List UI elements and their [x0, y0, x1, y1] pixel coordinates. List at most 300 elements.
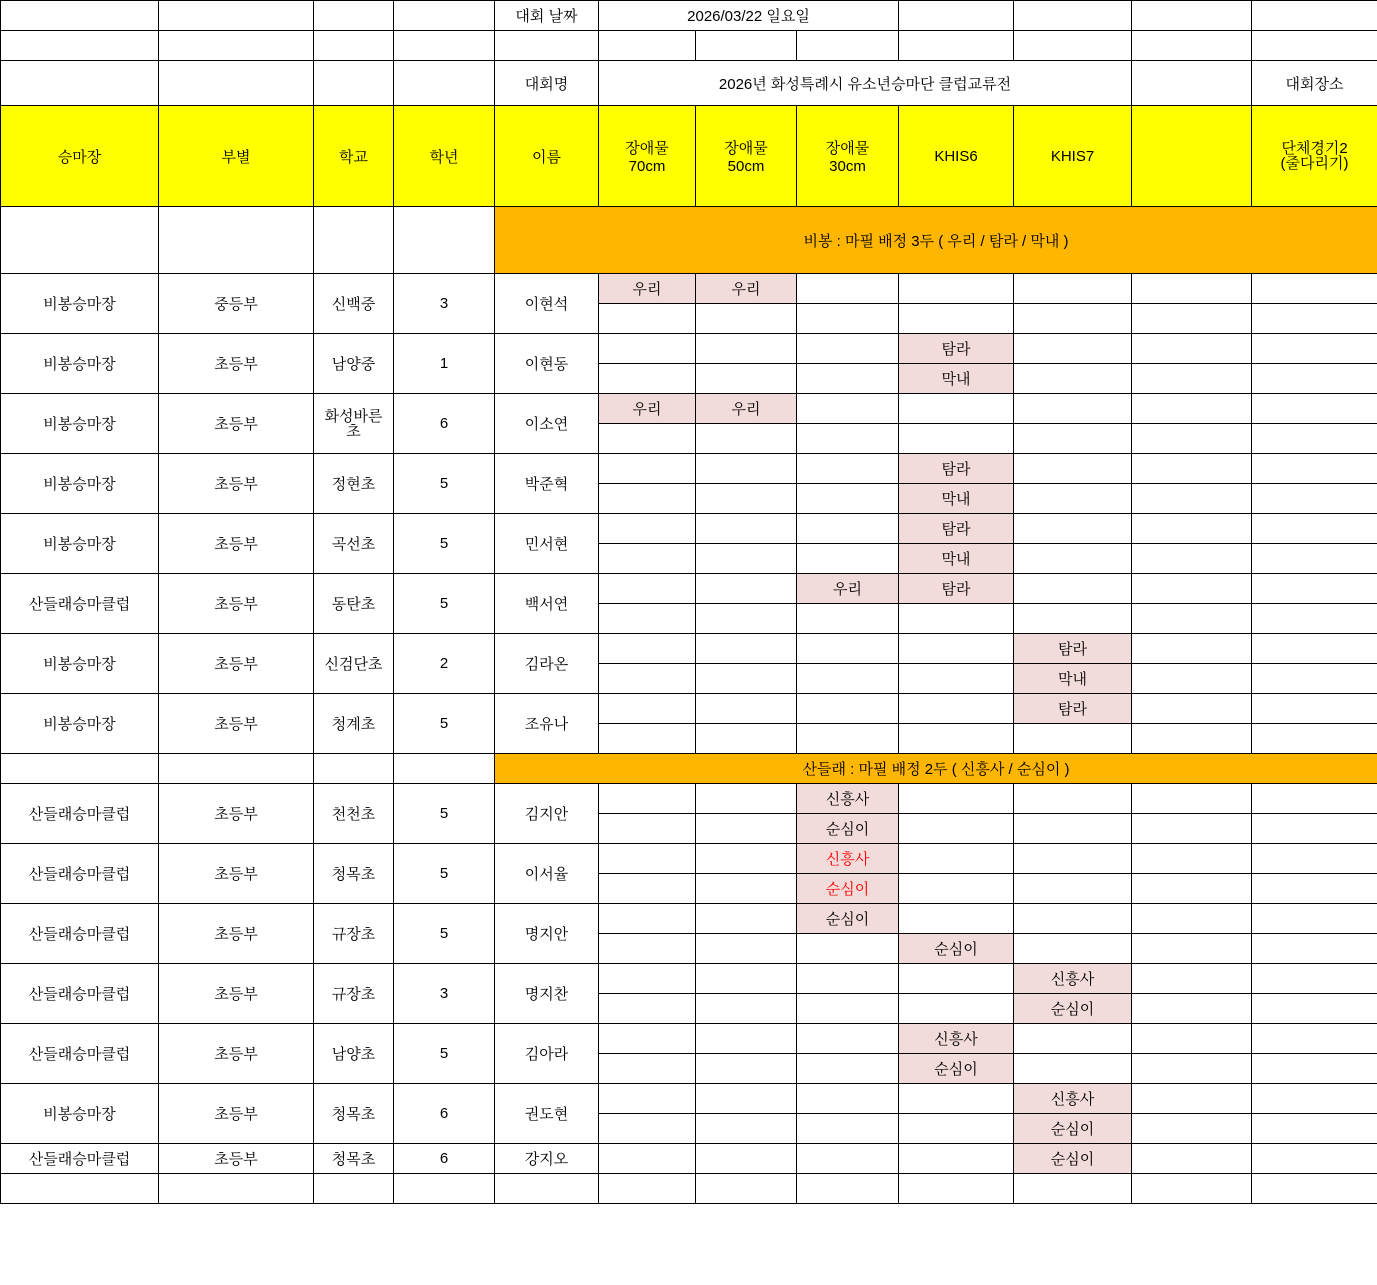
cell-jump70 [599, 334, 696, 364]
cell-center: 비봉승마장 [1, 634, 159, 694]
spacer-cell [1252, 31, 1377, 61]
cell-team [1252, 604, 1377, 634]
cell-jump50 [696, 574, 797, 604]
cell-jump50 [696, 424, 797, 454]
cell-center: 비봉승마장 [1, 394, 159, 454]
cell-khis6 [899, 874, 1014, 904]
cell-school: 신검단초 [314, 634, 394, 694]
cell-name: 김아라 [495, 1024, 599, 1084]
cell-khis6: 탐라 [899, 574, 1014, 604]
cell-school: 천천초 [314, 784, 394, 844]
spacer-cell [797, 31, 899, 61]
cell-jump30: 순심이 [797, 874, 899, 904]
col-header-jump70 [599, 106, 696, 207]
cell-blank [1132, 514, 1252, 544]
empty-cell [899, 1174, 1014, 1204]
cell-jump70 [599, 1144, 696, 1174]
cell-center: 비봉승마장 [1, 514, 159, 574]
cell-school: 청목초 [314, 1144, 394, 1174]
cell-school: 곡선초 [314, 514, 394, 574]
cell-khis6 [899, 1084, 1014, 1114]
cell-khis7 [1014, 304, 1132, 334]
cell-jump30 [797, 634, 899, 664]
cell-team [1252, 634, 1377, 664]
section-banner-bibong: 비봉 : 마필 배정 3두 ( 우리 / 탐라 / 막내 ) [495, 207, 1377, 274]
cell-khis7 [1014, 334, 1132, 364]
cell-blank [1132, 394, 1252, 424]
cell-name: 김라온 [495, 634, 599, 694]
cell-jump50: 우리 [696, 394, 797, 424]
cell-jump70 [599, 724, 696, 754]
cell-team [1252, 454, 1377, 484]
cell-khis7: 신흥사 [1014, 964, 1132, 994]
spacer-cell [394, 61, 495, 106]
cell-jump50 [696, 664, 797, 694]
cell-khis6 [899, 304, 1014, 334]
cell-team [1252, 334, 1377, 364]
cell-jump70 [599, 814, 696, 844]
cell-khis6: 탐라 [899, 334, 1014, 364]
cell-team [1252, 814, 1377, 844]
table-row [1, 694, 1377, 724]
cell-khis7 [1014, 784, 1132, 814]
cell-jump70 [599, 664, 696, 694]
empty-cell [696, 1174, 797, 1204]
col-header-team [1252, 106, 1377, 207]
cell-jump70: 우리 [599, 394, 696, 424]
cell-blank [1132, 724, 1252, 754]
cell-school: 청계초 [314, 694, 394, 754]
cell-blank [1132, 874, 1252, 904]
cell-khis6 [899, 694, 1014, 724]
cell-division: 초등부 [159, 1144, 314, 1174]
banner-spacer [1, 207, 159, 274]
cell-khis7: 순심이 [1014, 1144, 1132, 1174]
cell-grade: 1 [394, 334, 495, 394]
table-row [1, 454, 1377, 484]
spacer-cell [899, 31, 1014, 61]
cell-jump70 [599, 544, 696, 574]
section-banner-row [1, 207, 1377, 274]
cell-grade: 5 [394, 694, 495, 754]
cell-blank [1132, 1084, 1252, 1114]
cell-team [1252, 874, 1377, 904]
cell-name: 명지안 [495, 904, 599, 964]
table-row [1, 784, 1377, 814]
cell-jump70 [599, 1084, 696, 1114]
cell-grade: 5 [394, 844, 495, 904]
competition-name-value: 2026년 화성특례시 유소년승마단 클럽교류전 [599, 61, 1132, 106]
spacer-cell [1132, 31, 1252, 61]
cell-jump50 [696, 1054, 797, 1084]
cell-blank [1132, 274, 1252, 304]
cell-jump70 [599, 304, 696, 334]
cell-blank [1132, 1144, 1252, 1174]
cell-blank [1132, 664, 1252, 694]
col-header-blank [1132, 106, 1252, 207]
cell-jump30 [797, 994, 899, 1024]
cell-name: 강지오 [495, 1144, 599, 1174]
cell-center: 산들래승마클럽 [1, 964, 159, 1024]
jump30-line2: 30cm [829, 158, 866, 175]
cell-team [1252, 364, 1377, 394]
cell-khis7 [1014, 454, 1132, 484]
school-line1: 화성바른 [324, 407, 383, 425]
spacer-cell [394, 31, 495, 61]
col-header-school: 학교 [314, 106, 394, 207]
cell-blank [1132, 424, 1252, 454]
cell-jump70 [599, 454, 696, 484]
cell-division: 초등부 [159, 574, 314, 634]
cell-khis6 [899, 604, 1014, 634]
cell-khis6 [899, 664, 1014, 694]
col-header-jump50 [696, 106, 797, 207]
cell-team [1252, 304, 1377, 334]
cell-jump30 [797, 1114, 899, 1144]
col-header-center: 승마장 [1, 106, 159, 207]
cell-khis7: 탐라 [1014, 694, 1132, 724]
cell-khis6 [899, 814, 1014, 844]
cell-khis7 [1014, 424, 1132, 454]
cell-khis6 [899, 274, 1014, 304]
cell-division: 초등부 [159, 454, 314, 514]
cell-team [1252, 484, 1377, 514]
cell-khis7 [1014, 844, 1132, 874]
cell-jump30 [797, 544, 899, 574]
cell-center: 산들래승마클럽 [1, 844, 159, 904]
empty-cell [599, 1174, 696, 1204]
cell-jump50 [696, 1114, 797, 1144]
cell-division: 초등부 [159, 334, 314, 394]
spacer-cell [314, 31, 394, 61]
cell-khis6 [899, 1144, 1014, 1174]
empty-cell [495, 1174, 599, 1204]
cell-jump30 [797, 724, 899, 754]
cell-khis7 [1014, 874, 1132, 904]
cell-jump30 [797, 1084, 899, 1114]
cell-center: 비봉승마장 [1, 334, 159, 394]
cell-grade: 6 [394, 1144, 495, 1174]
cell-jump50 [696, 514, 797, 544]
cell-team [1252, 1084, 1377, 1114]
cell-jump50 [696, 994, 797, 1024]
cell-khis6: 신흥사 [899, 1024, 1014, 1054]
cell-khis6 [899, 424, 1014, 454]
cell-division: 초등부 [159, 514, 314, 574]
spacer-cell [1252, 1, 1377, 31]
cell-team [1252, 664, 1377, 694]
cell-division: 초등부 [159, 784, 314, 844]
cell-blank [1132, 934, 1252, 964]
cell-jump30 [797, 1144, 899, 1174]
competition-name-label: 대회명 [495, 61, 599, 106]
cell-jump70 [599, 874, 696, 904]
cell-jump30: 신흥사 [797, 784, 899, 814]
cell-jump30: 순심이 [797, 814, 899, 844]
cell-school: 신백중 [314, 274, 394, 334]
cell-blank [1132, 694, 1252, 724]
table-row [1, 574, 1377, 604]
cell-grade: 3 [394, 964, 495, 1024]
jump50-line2: 50cm [727, 158, 765, 175]
jump50-line1: 장애물 [724, 140, 768, 157]
cell-division: 초등부 [159, 964, 314, 1024]
cell-jump70 [599, 784, 696, 814]
cell-khis7 [1014, 1024, 1132, 1054]
cell-khis6: 순심이 [899, 1054, 1014, 1084]
cell-team [1252, 964, 1377, 994]
cell-name: 이서율 [495, 844, 599, 904]
banner-spacer [314, 754, 394, 784]
cell-jump50: 우리 [696, 274, 797, 304]
table-row [1, 1144, 1377, 1174]
cell-name: 김지안 [495, 784, 599, 844]
cell-khis7: 탐라 [1014, 634, 1132, 664]
cell-jump70 [599, 364, 696, 394]
cell-jump30 [797, 514, 899, 544]
spacer-cell [899, 1, 1014, 31]
cell-jump30 [797, 454, 899, 484]
cell-jump50 [696, 814, 797, 844]
cell-grade: 6 [394, 394, 495, 454]
spacer-cell [495, 31, 599, 61]
school-line2: 초 [346, 422, 361, 440]
cell-jump70 [599, 574, 696, 604]
cell-blank [1132, 544, 1252, 574]
cell-jump30 [797, 694, 899, 724]
spacer-cell [1014, 1, 1132, 31]
col-header-khis7: KHIS7 [1014, 106, 1132, 207]
cell-blank [1132, 784, 1252, 814]
section-banner-row [1, 754, 1377, 784]
cell-blank [1132, 844, 1252, 874]
cell-khis7 [1014, 364, 1132, 394]
cell-khis6 [899, 1114, 1014, 1144]
cell-team [1252, 424, 1377, 454]
col-header-khis6: KHIS6 [899, 106, 1014, 207]
meta-row-date [1, 1, 1377, 31]
cell-team [1252, 274, 1377, 304]
banner-spacer [314, 207, 394, 274]
cell-jump30 [797, 334, 899, 364]
cell-jump50 [696, 634, 797, 664]
cell-team [1252, 694, 1377, 724]
cell-jump70 [599, 484, 696, 514]
cell-grade: 5 [394, 514, 495, 574]
cell-khis6 [899, 724, 1014, 754]
cell-jump70: 우리 [599, 274, 696, 304]
cell-jump50 [696, 1084, 797, 1114]
col-header-division: 부별 [159, 106, 314, 207]
cell-jump50 [696, 1024, 797, 1054]
cell-khis7 [1014, 724, 1132, 754]
cell-jump30 [797, 394, 899, 424]
cell-blank [1132, 484, 1252, 514]
cell-khis6: 막내 [899, 484, 1014, 514]
cell-jump70 [599, 844, 696, 874]
cell-khis7 [1014, 484, 1132, 514]
cell-center: 산들래승마클럽 [1, 1024, 159, 1084]
cell-jump50 [696, 844, 797, 874]
cell-grade: 6 [394, 1084, 495, 1144]
column-header-row [1, 106, 1377, 207]
cell-jump70 [599, 904, 696, 934]
cell-jump70 [599, 424, 696, 454]
cell-jump50 [696, 964, 797, 994]
spacer-cell [599, 31, 696, 61]
cell-center: 산들래승마클럽 [1, 904, 159, 964]
date-value: 2026/03/22 일요일 [599, 1, 899, 31]
cell-jump50 [696, 604, 797, 634]
banner-spacer [1, 754, 159, 784]
cell-name: 이소연 [495, 394, 599, 454]
cell-jump70 [599, 934, 696, 964]
cell-jump30 [797, 274, 899, 304]
spacer-cell [1, 31, 159, 61]
cell-blank [1132, 604, 1252, 634]
cell-khis7 [1014, 1054, 1132, 1084]
table-row [1, 964, 1377, 994]
spacer-cell [159, 1174, 314, 1204]
cell-jump70 [599, 1114, 696, 1144]
cell-blank [1132, 634, 1252, 664]
cell-blank [1132, 1024, 1252, 1054]
cell-team [1252, 1024, 1377, 1054]
cell-grade: 5 [394, 454, 495, 514]
cell-jump50 [696, 904, 797, 934]
cell-blank [1132, 574, 1252, 604]
spacer-cell [696, 31, 797, 61]
trailing-empty-row [1, 1174, 1377, 1204]
cell-jump50 [696, 454, 797, 484]
cell-team [1252, 1114, 1377, 1144]
table-row [1, 1024, 1377, 1054]
cell-center: 비봉승마장 [1, 1084, 159, 1144]
empty-cell [1014, 1174, 1132, 1204]
cell-school: 청목초 [314, 844, 394, 904]
cell-khis7 [1014, 274, 1132, 304]
cell-khis7: 순심이 [1014, 994, 1132, 1024]
cell-jump30 [797, 424, 899, 454]
cell-team [1252, 1054, 1377, 1084]
cell-name: 권도현 [495, 1084, 599, 1144]
cell-khis6: 막내 [899, 544, 1014, 574]
cell-blank [1132, 994, 1252, 1024]
cell-khis6 [899, 844, 1014, 874]
cell-khis6: 탐라 [899, 454, 1014, 484]
cell-grade: 5 [394, 784, 495, 844]
table-row [1, 634, 1377, 664]
cell-jump70 [599, 604, 696, 634]
col-header-name: 이름 [495, 106, 599, 207]
cell-jump30 [797, 934, 899, 964]
cell-team [1252, 394, 1377, 424]
empty-cell [797, 1174, 899, 1204]
cell-khis6 [899, 904, 1014, 934]
table-row [1, 844, 1377, 874]
cell-center: 산들래승마클럽 [1, 1144, 159, 1174]
cell-khis7 [1014, 604, 1132, 634]
cell-school: 정현초 [314, 454, 394, 514]
col-header-jump30 [797, 106, 899, 207]
cell-jump50 [696, 334, 797, 364]
cell-team [1252, 994, 1377, 1024]
cell-jump50 [696, 364, 797, 394]
spacer-cell [314, 1174, 394, 1204]
cell-division: 초등부 [159, 844, 314, 904]
cell-blank [1132, 334, 1252, 364]
cell-jump50 [696, 304, 797, 334]
cell-school: 규장초 [314, 904, 394, 964]
jump70-line2: 70cm [628, 158, 666, 175]
cell-khis7: 막내 [1014, 664, 1132, 694]
cell-team [1252, 844, 1377, 874]
cell-jump30: 신흥사 [797, 844, 899, 874]
cell-khis7 [1014, 394, 1132, 424]
spacer-cell [159, 31, 314, 61]
cell-jump30 [797, 484, 899, 514]
cell-jump70 [599, 964, 696, 994]
cell-division: 중등부 [159, 274, 314, 334]
cell-team [1252, 514, 1377, 544]
cell-division: 초등부 [159, 904, 314, 964]
cell-jump30 [797, 964, 899, 994]
cell-blank [1132, 1054, 1252, 1084]
cell-name: 백서연 [495, 574, 599, 634]
table-row [1, 514, 1377, 544]
cell-khis6 [899, 784, 1014, 814]
cell-school: 남양중 [314, 334, 394, 394]
cell-grade: 5 [394, 904, 495, 964]
spacer-cell [1, 61, 159, 106]
cell-blank [1132, 454, 1252, 484]
cell-jump70 [599, 694, 696, 724]
spacer-cell [314, 1, 394, 31]
cell-school: 청목초 [314, 1084, 394, 1144]
spacer-cell [1132, 1, 1252, 31]
cell-jump50 [696, 874, 797, 904]
cell-school: 규장초 [314, 964, 394, 1024]
cell-khis6 [899, 964, 1014, 994]
cell-center: 산들래승마클럽 [1, 784, 159, 844]
cell-khis6: 순심이 [899, 934, 1014, 964]
cell-jump30: 우리 [797, 574, 899, 604]
cell-team [1252, 934, 1377, 964]
spacer-cell [1132, 61, 1252, 106]
spacer-cell [1, 1, 159, 31]
cell-jump50 [696, 934, 797, 964]
cell-blank [1132, 964, 1252, 994]
cell-grade: 3 [394, 274, 495, 334]
spacer-cell [1014, 31, 1132, 61]
cell-team [1252, 574, 1377, 604]
cell-khis7 [1014, 514, 1132, 544]
cell-jump30 [797, 1024, 899, 1054]
table-row [1, 274, 1377, 304]
cell-khis6: 탐라 [899, 514, 1014, 544]
cell-division: 초등부 [159, 1084, 314, 1144]
cell-khis6 [899, 394, 1014, 424]
empty-cell [1132, 1174, 1252, 1204]
cell-jump50 [696, 484, 797, 514]
cell-jump70 [599, 634, 696, 664]
cell-name: 이현석 [495, 274, 599, 334]
cell-name: 이현동 [495, 334, 599, 394]
section-banner-sandeullae: 산들래 : 마필 배정 2두 ( 신흥사 / 순심이 ) [495, 754, 1377, 784]
jump30-line1: 장애물 [825, 140, 870, 157]
empty-cell [1252, 1174, 1377, 1204]
cell-jump30 [797, 364, 899, 394]
